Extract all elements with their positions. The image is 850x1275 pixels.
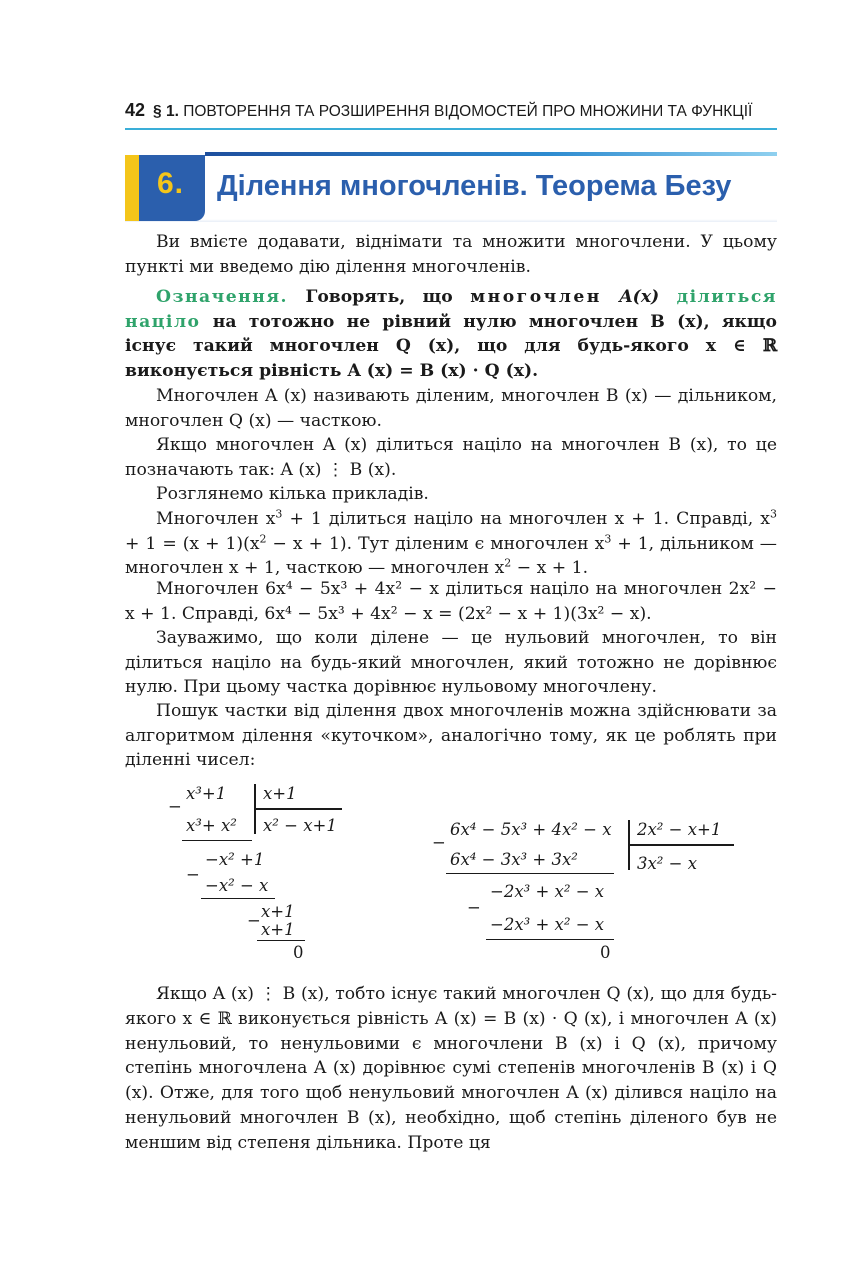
div2-divisor: 2x² − x+1 bbox=[637, 820, 722, 839]
title-gradient-line bbox=[205, 152, 777, 156]
paragraph-example-1 bbox=[125, 507, 777, 581]
intro-paragraph bbox=[125, 230, 777, 279]
div1-minus-1: − bbox=[168, 797, 182, 816]
definition-block bbox=[125, 285, 777, 383]
sup-3: 3 bbox=[770, 507, 777, 521]
paragraph-notation-text: Якщо многочлен A (x) ділиться націло на многочлен B (x), то це позначають так: A (x) ⋮ B (x). bbox=[125, 435, 777, 480]
chapter-number-box bbox=[139, 155, 205, 221]
paragraph-terms-text: Многочлен A (x) називають діленим, многочлен B (x) — дільником, многочлен Q (x) — часткою. bbox=[125, 386, 777, 431]
div2-subtrahend-1: 6x⁴ − 3x³ + 3x² bbox=[450, 850, 578, 869]
div1-line-3 bbox=[257, 940, 305, 941]
definition-key-term: ділиться націло bbox=[125, 287, 777, 332]
paragraph-degree-text: Якщо A (x) ⋮ B (x), тобто існує такий многочлен Q (x), що для будь-якого x ∈ ℝ виконується рівність A (x) = B (x) · Q (x), і многочлен A (x) ненульовий, то ненульовими є многочлени B (x) і Q (x), причому степінь многочлена A (x) дорівнює сумі степенів многочленів B (x) і Q (x). Отже, для того щоб ненульовий многочлен A (x) ділився націло на ненульовий многочлен B (x), необхідно, щоб степінь діленого був не меншим від степеня дільника. Проте ця bbox=[125, 984, 777, 1153]
paragraph-long-division-text: Пошук частки від ділення двох многочленів можна здійснювати за алгоритмом ділення «куточком», аналогічно тому, як це роблять при діленні чисел: bbox=[125, 701, 777, 770]
paragraph-examples-intro-text: Розглянемо кілька прикладів. bbox=[156, 484, 429, 504]
div1-subtrahend-1: x³+ x² bbox=[186, 816, 237, 835]
div1-dividend: x³+1 bbox=[186, 784, 227, 803]
div1-remainder-1: −x² +1 bbox=[205, 850, 265, 869]
definition-part-2: на тотожно не рівний нулю многочлен B (x), якщо існує такий многочлен Q (x), що для будь-якого x ∈ ℝ виконується рівність A (x) = B (x) · Q (x). bbox=[125, 311, 777, 381]
paragraph-example-1-text bbox=[125, 507, 777, 581]
ex1-part-f: − x + 1. bbox=[511, 558, 589, 578]
div2-line-2 bbox=[486, 939, 614, 940]
div2-zero: 0 bbox=[600, 943, 611, 962]
sup-2: 2 bbox=[259, 531, 267, 545]
ex1-part-b: + 1 ділиться націло на многочлен x + 1. Справді, x bbox=[282, 509, 770, 529]
div2-dividend: 6x⁴ − 5x³ + 4x² − x bbox=[450, 820, 612, 839]
intro-text: Ви вмієте додавати, віднімати та множити многочлени. У цьому пункті ми введемо дію ділення многочленів. bbox=[125, 232, 777, 277]
div2-minus-1: − bbox=[432, 833, 446, 852]
definition-part-1: Говорять, що bbox=[288, 287, 471, 307]
ex1-part-c: + 1 = (x + 1)(x bbox=[125, 533, 260, 554]
definition-text bbox=[125, 285, 777, 383]
chapter-title: Ділення многочленів. Теорема Безу bbox=[217, 170, 732, 202]
paragraph-terms bbox=[125, 384, 777, 433]
paragraph-long-division bbox=[125, 699, 777, 773]
div2-divisor-rule bbox=[628, 844, 734, 846]
chapter-accent-bar bbox=[125, 155, 139, 221]
ex1-part-e: + 1, дільником — многочлен x + 1, часткою — многочлен x bbox=[125, 533, 777, 578]
div1-minus-2: − bbox=[186, 865, 200, 884]
div1-line-1 bbox=[182, 840, 252, 841]
div1-line-2 bbox=[201, 898, 275, 899]
sup-3: 3 bbox=[604, 531, 612, 545]
paragraph-example-2 bbox=[125, 577, 777, 626]
definition-label: Означення. bbox=[156, 287, 289, 307]
div2-quotient: 3x² − x bbox=[637, 854, 698, 873]
definition-Ax: A(x) bbox=[601, 287, 677, 307]
div1-zero: 0 bbox=[293, 943, 304, 962]
running-head bbox=[125, 100, 777, 121]
div1-minus-3: − bbox=[247, 911, 261, 930]
div1-subtrahend-3: x+1 bbox=[261, 920, 295, 939]
chapter-number: 6. bbox=[157, 167, 185, 200]
paragraph-examples-intro bbox=[125, 482, 777, 507]
sup-3: 3 bbox=[275, 507, 283, 521]
paragraph-zero-dividend bbox=[125, 626, 777, 700]
section-title: ПОВТОРЕННЯ ТА РОЗШИРЕННЯ ВІДОМОСТЕЙ ПРО МНОЖИНИ ТА ФУНКЦІЇ bbox=[183, 103, 753, 120]
div2-line-1 bbox=[446, 873, 614, 874]
div2-remainder-1: −2x³ + x² − x bbox=[490, 882, 605, 901]
div1-divisor: x+1 bbox=[263, 784, 297, 803]
section-mark: § 1. bbox=[153, 103, 179, 120]
div2-subtrahend-2: −2x³ + x² − x bbox=[490, 915, 605, 934]
paragraph-notation bbox=[125, 433, 777, 482]
header-divider bbox=[125, 128, 777, 130]
div1-quotient: x² − x+1 bbox=[263, 816, 337, 835]
ex1-part-a: Многочлен x bbox=[156, 509, 276, 529]
sup-2: 2 bbox=[504, 556, 512, 570]
div1-remainder-2: x+1 bbox=[261, 902, 295, 921]
ex1-part-d: − x + 1). Тут діленим є многочлен x bbox=[266, 533, 605, 554]
div1-subtrahend-2: −x² − x bbox=[205, 876, 269, 895]
page-number: 42 bbox=[125, 100, 146, 120]
definition-term-polynomial: многочлен bbox=[470, 287, 602, 307]
paragraph-degree bbox=[125, 982, 777, 1156]
div1-divisor-rule bbox=[254, 808, 342, 810]
paragraph-zero-dividend-text: Зауважимо, що коли ділене — це нульовий многочлен, то він ділиться націло на будь-який многочлен, який тотожно не дорівнює нулю. При цьому частка дорівнює нульовому многочлену. bbox=[125, 628, 777, 697]
div2-minus-2: − bbox=[467, 898, 481, 917]
paragraph-example-2-text: Многочлен 6x⁴ − 5x³ + 4x² − x ділиться націло на многочлен 2x² − x + 1. Справді, 6x⁴ − 5x³ + 4x² − x = (2x² − x + 1)(3x² − x). bbox=[125, 579, 777, 624]
